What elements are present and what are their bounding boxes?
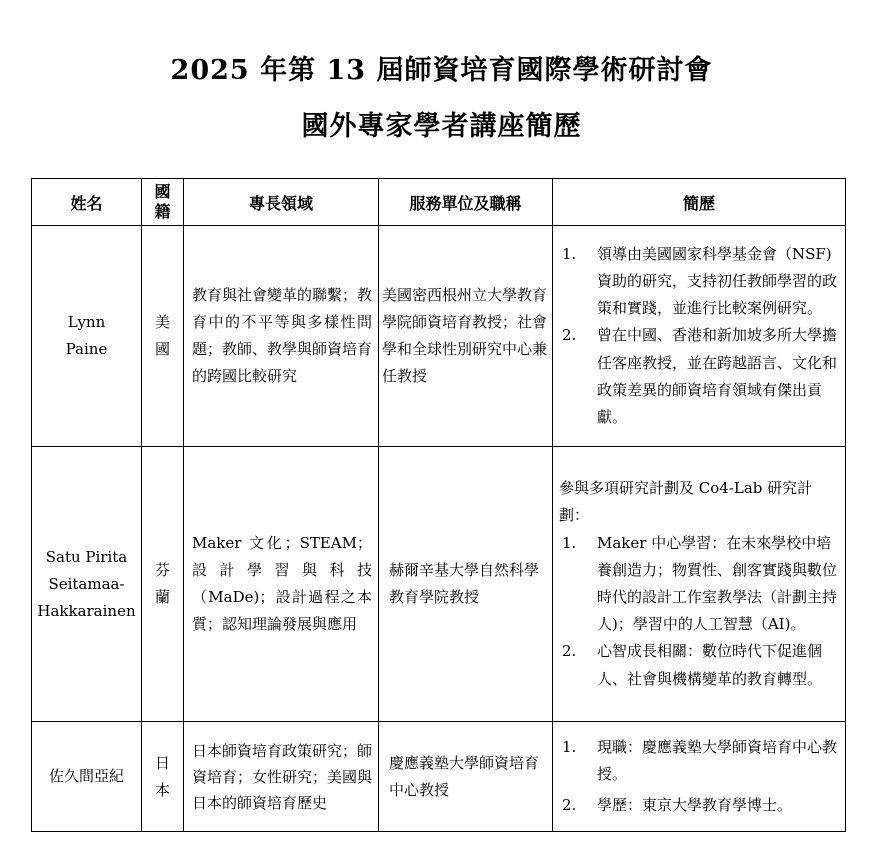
expertise-cell: 教育與社會變革的聯繫；教育中的不平等與多樣性問題；教師、教學與師資培育的跨國比較研究 [184,226,379,447]
table-row [32,447,846,722]
header-name: 姓名 [32,179,142,226]
bio-item-number: 2. [562,326,577,345]
document-title: 2025 年第 13 屆師資培育國際學術研討會 [170,55,713,86]
header-expertise: 專長領域 [184,179,379,226]
name-line: Seitamaa- [48,574,125,593]
bio-cell [553,447,846,722]
name-cell [32,722,142,832]
header-bio: 簡歷 [553,179,846,226]
bio-cell [553,722,846,832]
affiliation-cell: 美國密西根州立大學教育學院師資培育教授；社會學和全球性別研究中心兼任教授 [379,226,553,447]
nationality-text: 日本 [155,753,171,799]
bio-item [559,322,837,431]
name-line: Lynn [67,313,106,331]
header-nationality [142,179,184,226]
nationality-cell [142,447,184,722]
document-subtitle: 國外專家學者講座簡歷 [301,111,582,142]
bio-item [559,792,837,819]
nationality-cell [142,226,184,447]
expertise-cell: 日本師資培育政策研究；師資培育；女性研究；美國與日本的師資培育歷史 [184,722,379,832]
bio-item [559,241,837,323]
name-cell [32,226,142,447]
bio-item-number: 1. [562,244,577,263]
bio-item-number: 2. [562,796,577,815]
bio-item-text: Maker 中心學習：在未來學校中培養創造力；物質性、創客實踐與數位時代的設計工作室教學法（計劃主持人)；學習中的人工智慧（AI)。 [597,533,838,634]
bio-item-number: 2. [562,642,577,661]
name-line: Hakkarainen [37,601,136,620]
nationality-text: 芬蘭 [155,561,171,606]
bio-item-text: 曾在中國、香港和新加坡多所大學擔任客座教授，並在跨越語言、文化和政策差異的師資培育領域有傑出貢獻。 [597,326,838,426]
bio-item [559,734,837,788]
bio-list [559,734,837,820]
table-row [32,226,846,447]
expertise-cell: Maker 文化；STEAM；設計學習與科技（MaDe)；設計過程之本質；認知理論發展與應用 [184,447,379,722]
header-nationality-text: 國籍 [154,182,171,221]
bio-cell [553,226,846,447]
name-line: 佐久間亞紀 [48,767,124,785]
bio-item-text: 領導由美國國家科學基金會（NSF)資助的研究，支持初任教師學習的政策和實踐，並進行比較案例研究。 [597,244,838,318]
affiliation-cell: 赫爾辛基大學自然科學教育學院教授 [379,447,553,722]
name-cell [32,447,142,722]
bio-list [559,241,837,431]
bio-intro: 參與多項研究計劃及 Co4-Lab 研究計劃： [559,479,813,525]
bio-item [559,638,837,692]
bio-item [559,530,837,639]
bio-item-text: 心智成長相關：數位時代下促進個人、社會與機構變革的教育轉型。 [597,642,823,688]
name-line: Paine [65,340,108,358]
bio-list [559,530,837,693]
bio-item-text: 現職：慶應義塾大學師資培育中心教授。 [597,737,838,783]
header-affiliation: 服務單位及職稱 [379,179,553,226]
nationality-cell [142,722,184,832]
affiliation-cell: 慶應義塾大學師資培育中心教授 [379,722,553,832]
bio-item-text: 學歷：東京大學教育學博士。 [597,796,793,815]
nationality-text: 美國 [155,313,171,358]
bio-item-number: 1. [562,533,577,552]
table-row [32,722,846,832]
name-line: Satu Pirita [45,547,128,566]
speaker-table [31,178,846,832]
bio-item-number: 1. [562,737,577,756]
header-row [32,179,846,226]
